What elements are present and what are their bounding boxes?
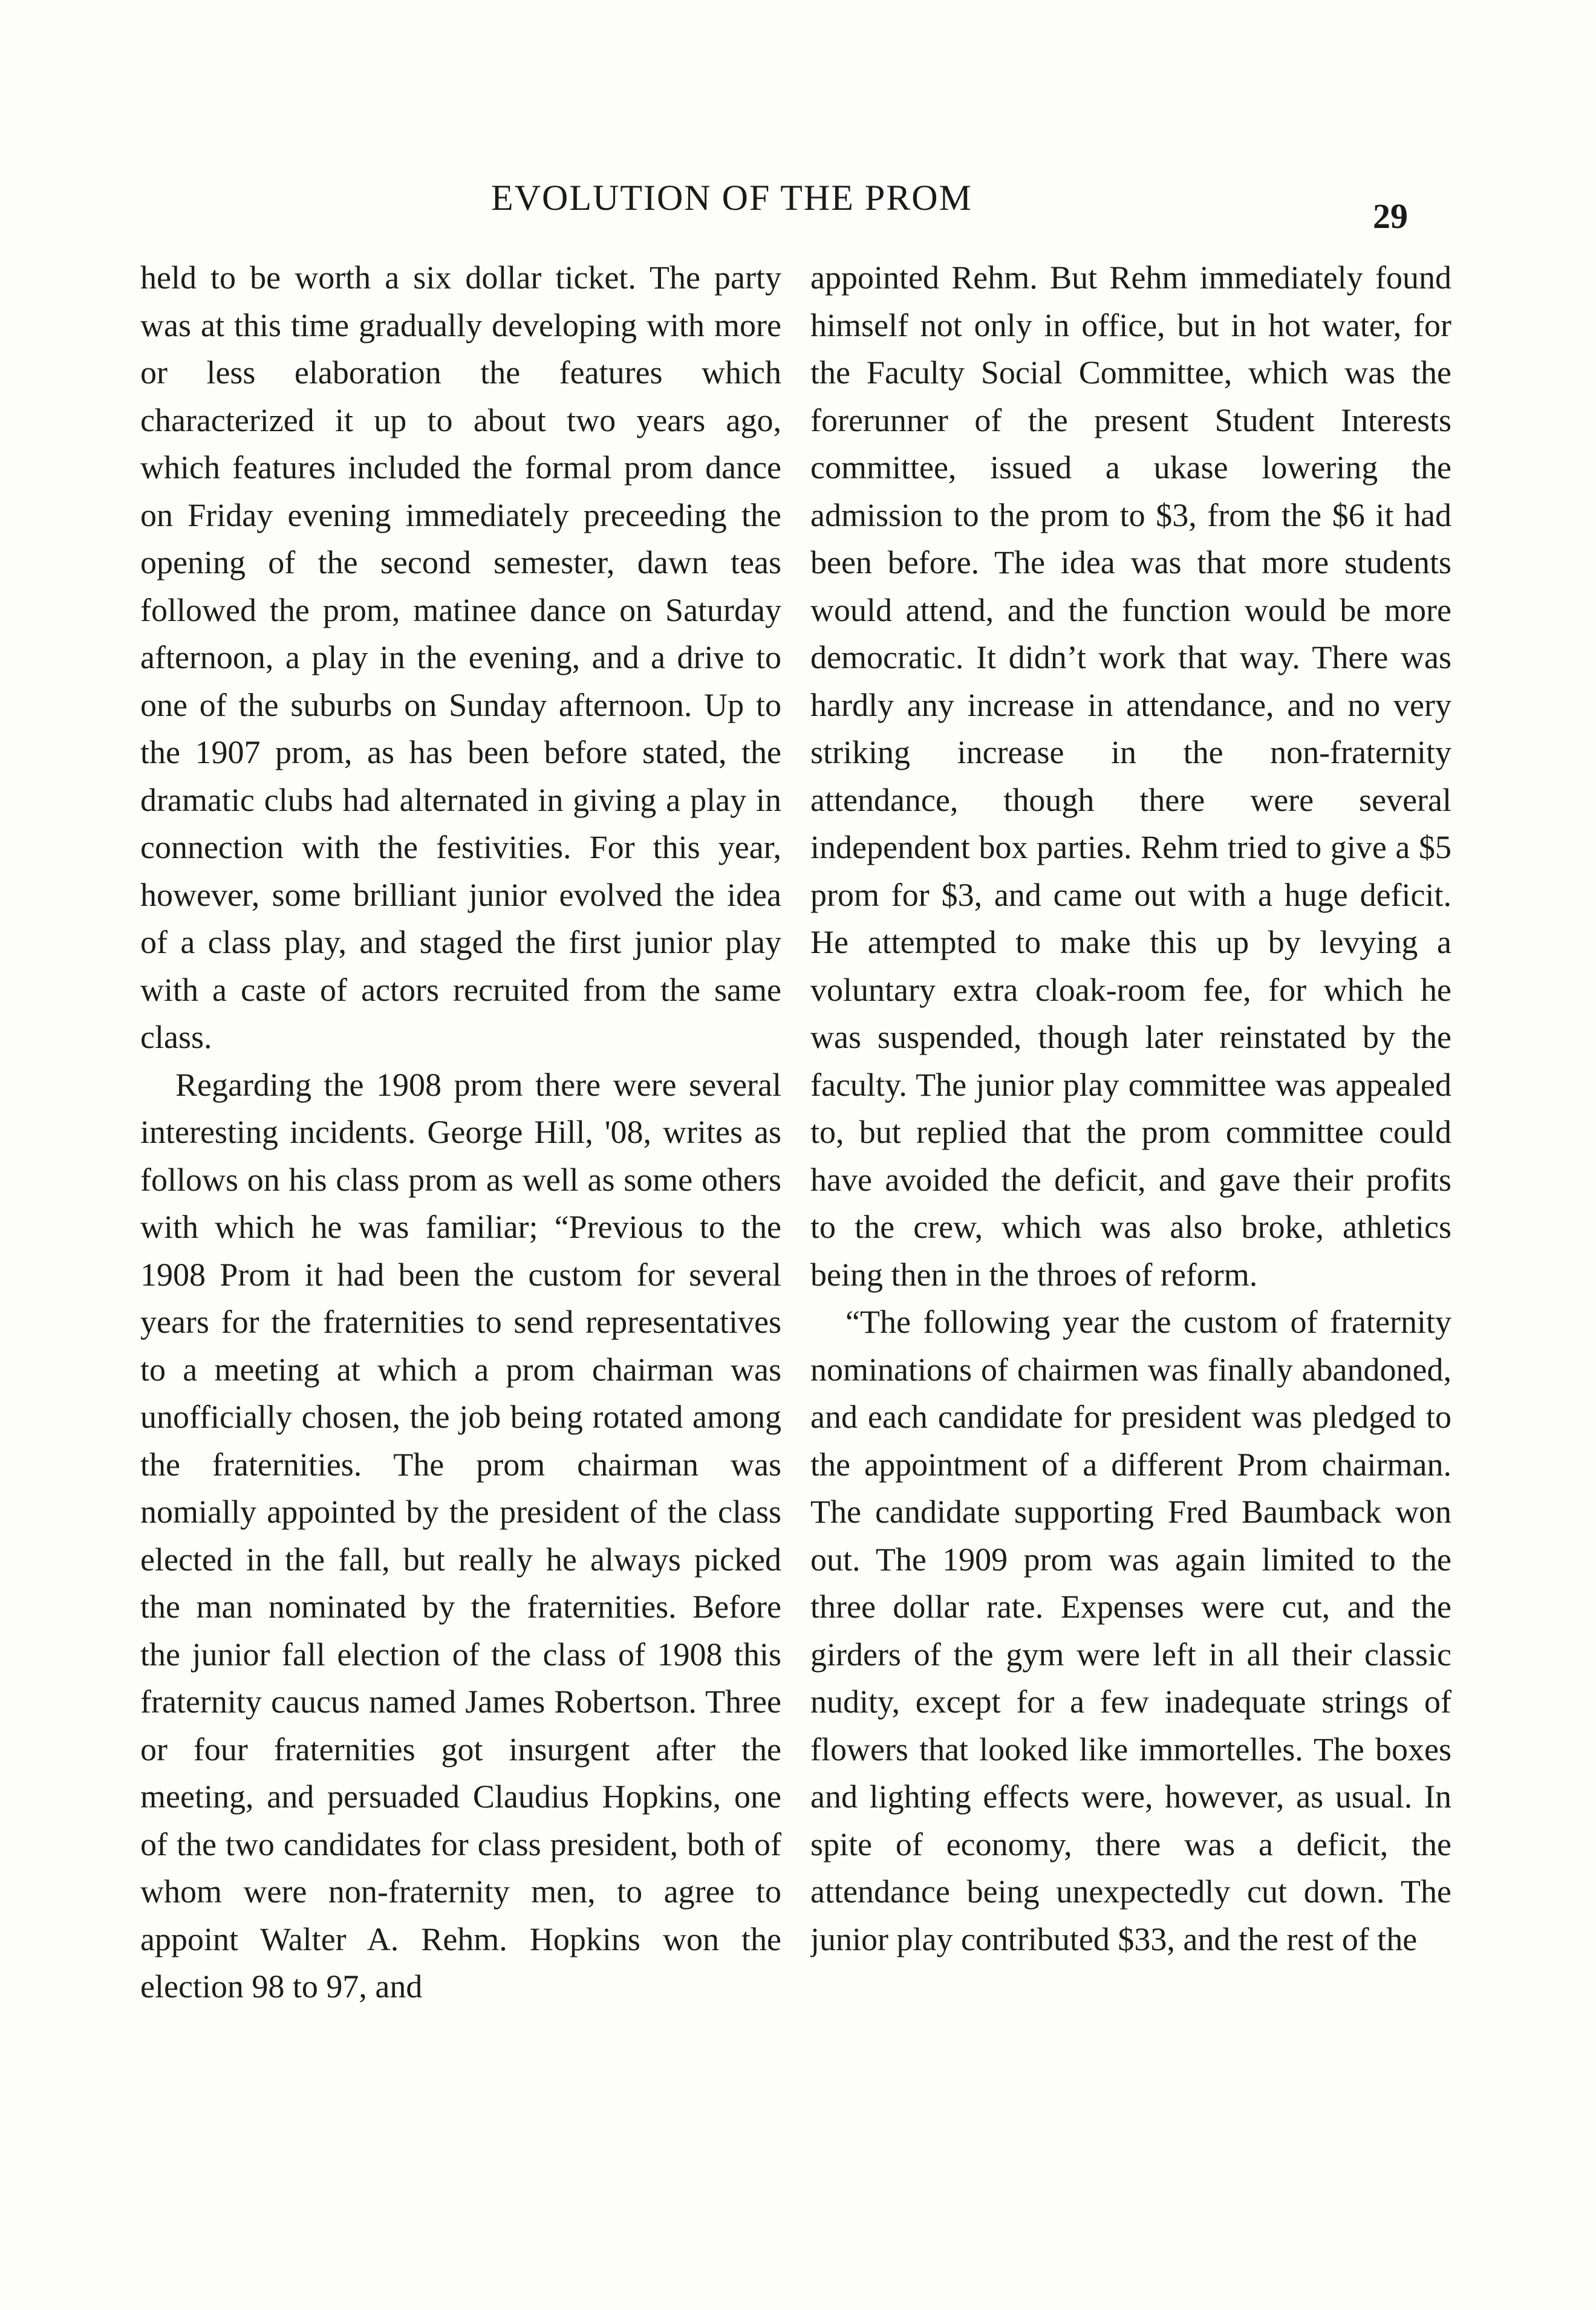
left-column — [140, 254, 781, 2135]
paragraph: Regarding the 1908 prom there were several interesting incidents. George Hill, '08, writes as follows on his class prom as well as some others with which he was familiar; “Previous to the 1908 Prom it had been the custom for several years for the fraternities to send representatives to a meeting at which a prom chairman was unofficially chosen, the job being rotated among the fraternities. The prom chairman was nomially appointed by the president of the class elected in the fall, but really he always picked the man nominated by the fraternities. Before the junior fall election of the class of 1908 this fraternity caucus named James Robertson. Three or four fraternities got insurgent after the meeting, and persuaded Claudius Hopkins, one of the two candidates for class president, both of whom were non-fraternity men, to agree to appoint Walter A. Rehm. Hopkins won the election 98 to 97, and — [140, 1066, 781, 2005]
paragraph: “The following year the custom of fraternity nominations of chairmen was finally abandoned, and each candidate for president was pledged to the appointment of a different Prom chairman. The candidate supporting Fred Baumback won out. The 1909 prom was again limited to the three dollar rate. Expenses were cut, and the girders of the gym were left in all their classic nudity, except for a few inadequate strings of flowers that looked like immortelles. The boxes and lighting effects were, however, as usual. In spite of economy, there was a deficit, the attendance being unexpectedly cut down. The junior play contributed $33, and the rest of the — [810, 1304, 1451, 1957]
right-column — [810, 254, 1451, 2135]
running-header — [387, 171, 1125, 225]
running-title: EVOLUTION OF THE PROM — [491, 178, 972, 218]
page-number: 29 — [1373, 197, 1408, 236]
paragraph: appointed Rehm. But Rehm immediately found himself not only in office, but in hot water, for the Faculty Social Committee, which was the forerunner of the present Student Interests committee, issued a ukase lowering the admission to the prom to $3, from the $6 it had been before. The idea was that more students would attend, and the function would be more democratic. It didn’t work that way. There was hardly any increase in attendance, and no very striking increase in the non-fraternity attendance, though there were several independent box parties. Rehm tried to give a $5 prom for $3, and came out with a huge deficit. He attempted to make this up by levying a voluntary extra cloak-room fee, for which he was suspended, though later reinstated by the faculty. The junior play committee was appealed to, but replied that the prom committee could have avoided the deficit, and gave their profits to the crew, which was also broke, athletics being then in the throes of reform. — [810, 259, 1451, 1293]
paragraph: held to be worth a six dollar ticket. The party was at this time gradually developing with more or less elaboration the features which characterized it up to about two years ago, which features included the formal prom dance on Friday evening immediately preceeding the opening of the second semester, dawn teas followed the prom, matinee dance on Saturday afternoon, a play in the evening, and a drive to one of the suburbs on Sunday afternoon. Up to the 1907 prom, as has been before stated, the dramatic clubs had alternated in giving a play in connection with the festivities. For this year, however, some brilliant junior evolved the idea of a class play, and staged the first junior play with a caste of actors recruited from the same class. — [140, 259, 781, 1055]
